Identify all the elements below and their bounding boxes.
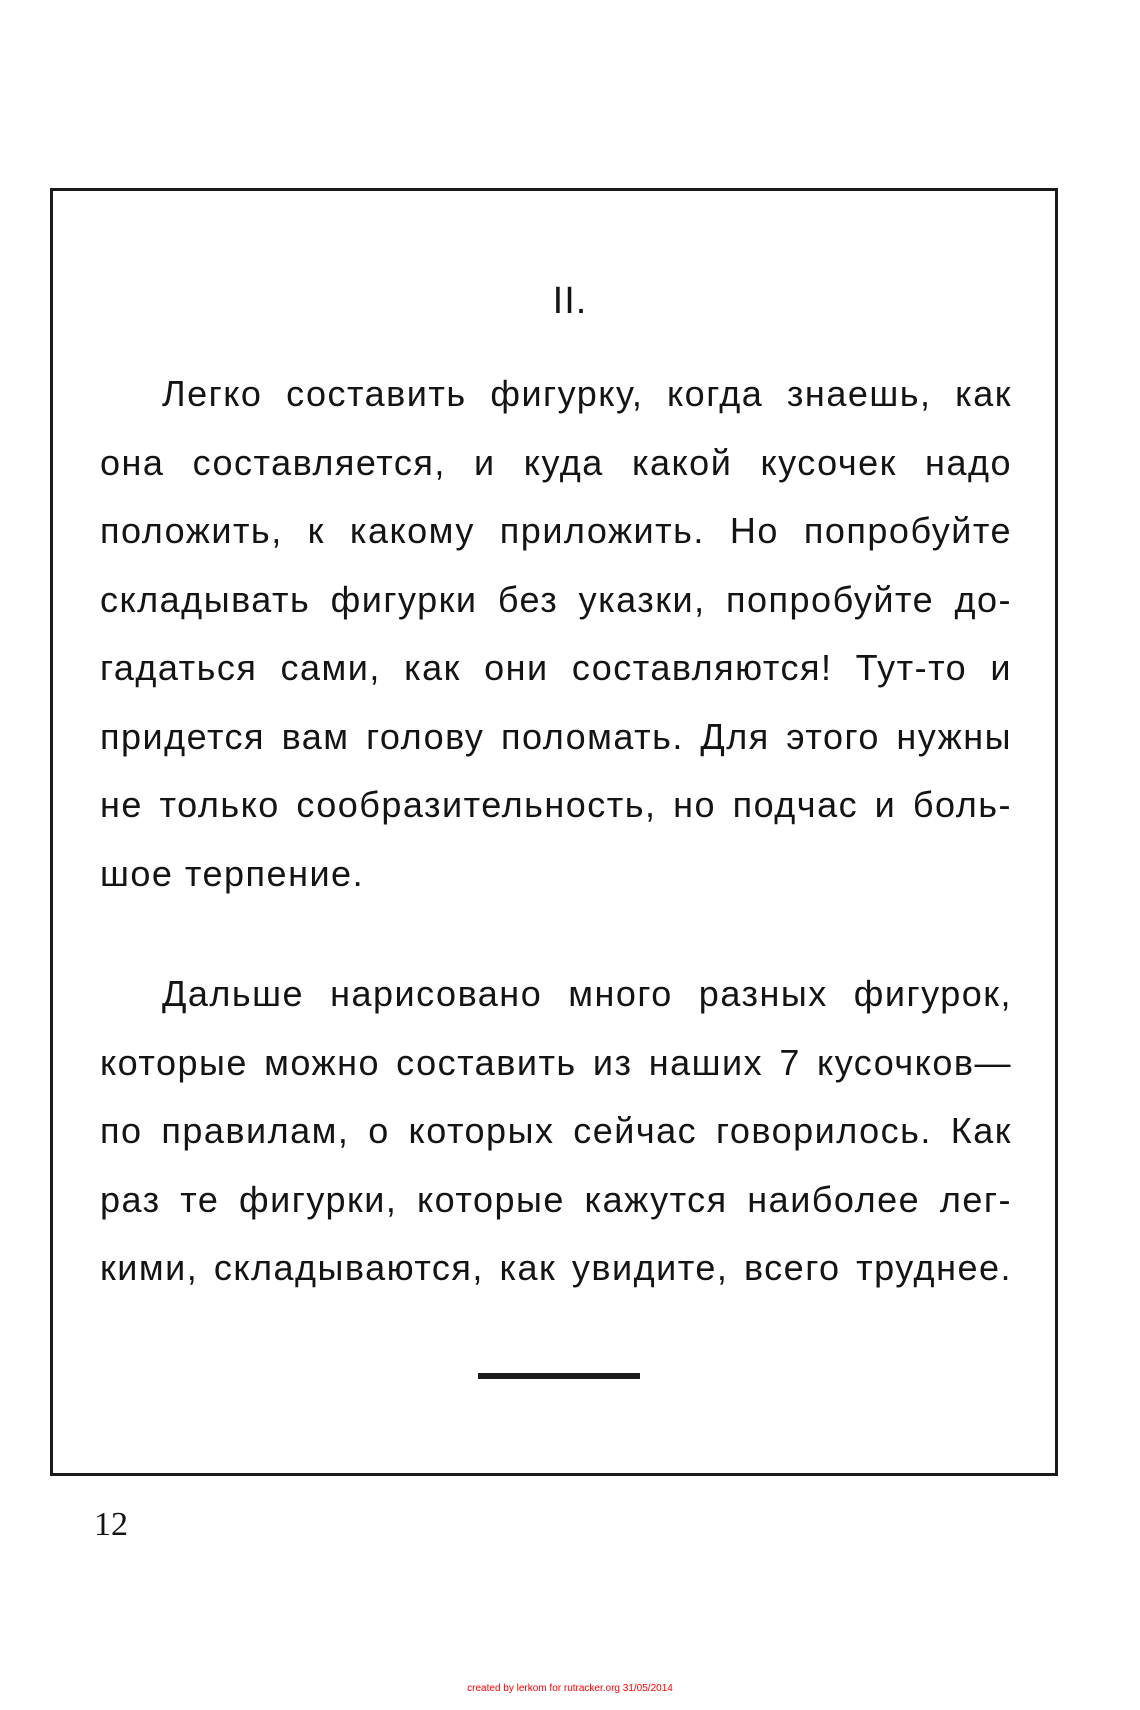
paragraph-line: раз те фигурки, которые кажутся наиболее лег-: [100, 1178, 1012, 1220]
paragraph-line: по правилам, о которых сейчас говорилось. Как: [100, 1110, 1012, 1151]
paragraph-line: она составляется, и куда какой кусочек надо: [100, 441, 1012, 483]
paragraph-line: кими, складываются, как увидите, всего труднее.: [100, 1247, 1012, 1288]
paragraph-line: положить, к какому приложить. Но попробуйте: [100, 510, 1012, 551]
paragraph-line: придется вам голову поломать. Для этого нужны: [100, 715, 1012, 757]
paragraph-line: Легко составить фигурку, когда знаешь, как: [162, 373, 1012, 414]
paragraph-1: [100, 360, 1012, 908]
paragraph-line: не только сообразительность, но подчас и боль-: [100, 784, 1012, 825]
paragraph-line: Дальше нарисовано много разных фигурок,: [162, 973, 1012, 1014]
paragraph-2: [100, 960, 1012, 1303]
paragraph-line: гадаться сами, как они составляются! Тут-то и: [100, 647, 1012, 688]
section-divider: [478, 1373, 640, 1379]
paragraph-line: шое терпение.: [100, 852, 365, 894]
chapter-heading: II.: [552, 280, 588, 322]
watermark: created by lerkom for rutracker.org 31/05/2014: [467, 1683, 673, 1694]
page-number: 12: [94, 1506, 128, 1543]
paragraph-line: которые можно составить из наших 7 кусочков—: [100, 1041, 1012, 1083]
paragraph-line: складывать фигурки без указки, попробуйте до-: [100, 578, 1012, 620]
